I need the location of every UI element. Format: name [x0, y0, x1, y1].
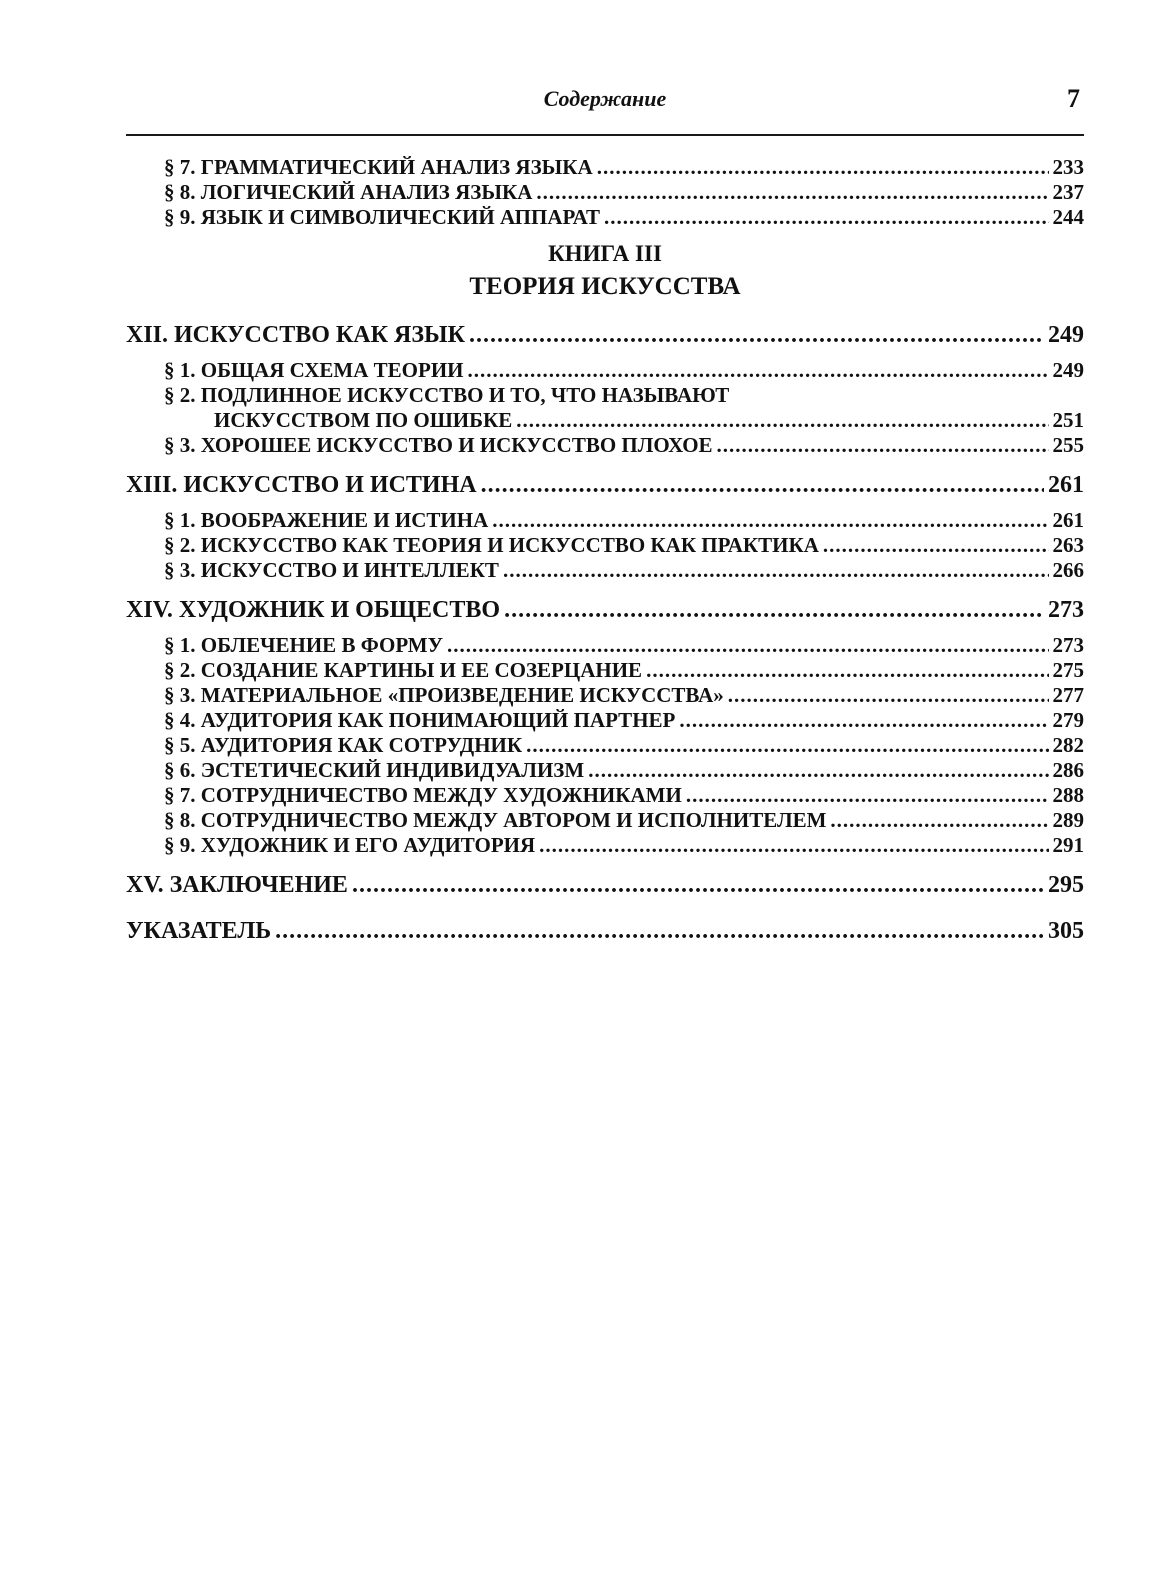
toc-page-number: 237: [1052, 180, 1084, 204]
toc-page-number: 255: [1052, 433, 1084, 457]
header-rule: [126, 134, 1084, 136]
toc-section-title: § 2. СОЗДАНИЕ КАРТИНЫ И ЕЕ СОЗЕРЦАНИЕ: [164, 658, 643, 682]
toc-section[interactable]: [126, 658, 1084, 683]
dot-leader: [830, 808, 1048, 833]
toc-page-number: 291: [1052, 833, 1084, 857]
toc-section[interactable]: [126, 533, 1084, 558]
toc-page-number: 244: [1052, 205, 1084, 229]
dot-leader: [492, 508, 1048, 533]
toc-section[interactable]: [126, 180, 1084, 205]
toc-section-title: § 1. ОБЩАЯ СХЕМА ТЕОРИИ: [164, 358, 464, 382]
toc-section[interactable]: [126, 633, 1084, 658]
toc-section[interactable]: [126, 433, 1084, 458]
dot-leader: [604, 205, 1049, 230]
running-title: Содержание: [543, 86, 667, 111]
toc-section[interactable]: [126, 358, 1084, 383]
toc-section-title: § 7. ГРАММАТИЧЕСКИЙ АНАЛИЗ ЯЗЫКА: [164, 155, 593, 179]
toc-section-title: § 4. АУДИТОРИЯ КАК ПОНИМАЮЩИЙ ПАРТНЕР: [164, 708, 676, 732]
toc-section[interactable]: [126, 205, 1084, 230]
dot-leader: [539, 833, 1048, 858]
toc-section[interactable]: [126, 833, 1084, 858]
toc-page-number: 277: [1052, 683, 1084, 707]
toc-chapter-title: XII. ИСКУССТВО КАК ЯЗЫК: [126, 322, 465, 348]
toc-page-number: 286: [1052, 758, 1084, 782]
dot-leader: [686, 783, 1049, 808]
dot-leader: [481, 470, 1044, 500]
dot-leader: [679, 708, 1048, 733]
toc-section-title-continued: ИСКУССТВОМ ПО ОШИБКЕ: [214, 408, 513, 432]
toc-page-number: 275: [1052, 658, 1084, 682]
dot-leader: [352, 870, 1044, 900]
dot-leader: [503, 558, 1049, 583]
running-head: [126, 84, 1084, 124]
dot-leader: [516, 408, 1048, 433]
dot-leader: [717, 433, 1049, 458]
toc-section-title: § 1. ОБЛЕЧЕНИЕ В ФОРМУ: [164, 633, 443, 657]
toc-section-title: § 2. ИСКУССТВО КАК ТЕОРИЯ И ИСКУССТВО КАК ПРАКТИКА: [164, 533, 819, 557]
toc-section-title: § 8. ЛОГИЧЕСКИЙ АНАЛИЗ ЯЗЫКА: [164, 180, 533, 204]
toc-page-number: 249: [1048, 322, 1084, 348]
toc-section[interactable]: [126, 733, 1084, 758]
toc-page-number: 288: [1052, 783, 1084, 807]
page-number: 7: [1067, 84, 1080, 113]
toc-page-number: 273: [1048, 597, 1084, 623]
dot-leader: [447, 633, 1049, 658]
toc-section-title: § 9. ЯЗЫК И СИМВОЛИЧЕСКИЙ АППАРАТ: [164, 205, 600, 229]
dot-leader: [536, 180, 1048, 205]
toc-section[interactable]: [126, 783, 1084, 808]
dot-leader: [646, 658, 1048, 683]
toc-section-title: § 3. ХОРОШЕЕ ИСКУССТВО И ИСКУССТВО ПЛОХОЕ: [164, 433, 713, 457]
book-heading: КНИГА III: [548, 241, 662, 266]
dot-leader: [526, 733, 1048, 758]
toc-chapter-title: XV. ЗАКЛЮЧЕНИЕ: [126, 872, 348, 898]
toc-section-title: § 1. ВООБРАЖЕНИЕ И ИСТИНА: [164, 508, 489, 532]
toc-page-number: 249: [1052, 358, 1084, 382]
toc-section[interactable]: [126, 808, 1084, 833]
dot-leader: [275, 916, 1044, 946]
toc-chapter[interactable]: [126, 595, 1084, 625]
toc-section[interactable]: [126, 758, 1084, 783]
toc-section[interactable]: [126, 155, 1084, 180]
toc-section[interactable]: [126, 708, 1084, 733]
toc-page-number: 266: [1052, 558, 1084, 582]
toc-page-number: 233: [1052, 155, 1084, 179]
toc-page-number: 251: [1052, 408, 1084, 432]
toc-section-title: § 3. МАТЕРИАЛЬНОЕ «ПРОИЗВЕДЕНИЕ ИСКУССТВА»: [164, 683, 724, 707]
toc-page-number: 305: [1048, 918, 1084, 944]
dot-leader: [504, 595, 1044, 625]
toc-section[interactable]: [126, 683, 1084, 708]
toc-section-title: § 3. ИСКУССТВО И ИНТЕЛЛЕКТ: [164, 558, 499, 582]
dot-leader: [468, 358, 1049, 383]
toc-chapter-title: XIV. ХУДОЖНИК И ОБЩЕСТВО: [126, 597, 501, 623]
toc-page-number: 261: [1052, 508, 1084, 532]
dot-leader: [469, 320, 1044, 350]
toc-section-title[interactable]: § 2. ПОДЛИННОЕ ИСКУССТВО И ТО, ЧТО НАЗЫВАЮТ: [164, 383, 730, 407]
toc-page-number: 273: [1052, 633, 1084, 657]
toc-section-title: § 5. АУДИТОРИЯ КАК СОТРУДНИК: [164, 733, 523, 757]
toc-index-title: УКАЗАТЕЛЬ: [126, 918, 272, 944]
toc-chapter[interactable]: [126, 870, 1084, 900]
toc-section-title: § 7. СОТРУДНИЧЕСТВО МЕЖДУ ХУДОЖНИКАМИ: [164, 783, 682, 807]
toc-section[interactable]: [126, 558, 1084, 583]
dot-leader: [588, 758, 1048, 783]
toc-section[interactable]: [126, 508, 1084, 533]
toc-section-title: § 8. СОТРУДНИЧЕСТВО МЕЖДУ АВТОРОМ И ИСПОЛНИТЕЛЕМ: [164, 808, 827, 832]
toc-index[interactable]: [126, 916, 1084, 946]
dot-leader: [597, 155, 1049, 180]
toc-page-number: 289: [1052, 808, 1084, 832]
toc-page-number: 295: [1048, 872, 1084, 898]
toc-chapter-title: XIII. ИСКУССТВО И ИСТИНА: [126, 472, 477, 498]
table-of-contents: [126, 155, 1084, 946]
toc-chapter[interactable]: [126, 320, 1084, 350]
toc-page-number: 279: [1052, 708, 1084, 732]
toc-section[interactable]: [126, 408, 1084, 433]
toc-page-number: 282: [1052, 733, 1084, 757]
toc-section-title: § 6. ЭСТЕТИЧЕСКИЙ ИНДИВИДУАЛИЗМ: [164, 758, 585, 782]
book-title: ТЕОРИЯ ИСКУССТВА: [469, 273, 741, 300]
toc-chapter[interactable]: [126, 470, 1084, 500]
toc-page-number: 263: [1052, 533, 1084, 557]
toc-section-title: § 9. ХУДОЖНИК И ЕГО АУДИТОРИЯ: [164, 833, 536, 857]
dot-leader: [823, 533, 1049, 558]
dot-leader: [728, 683, 1049, 708]
toc-page-number: 261: [1048, 472, 1084, 498]
